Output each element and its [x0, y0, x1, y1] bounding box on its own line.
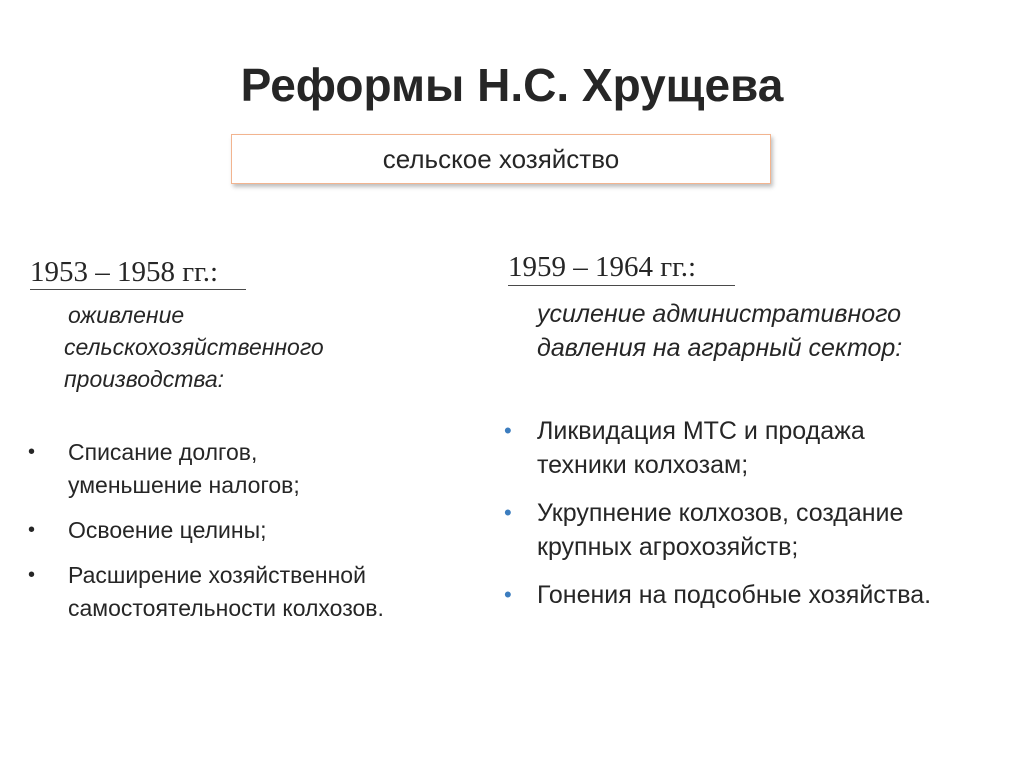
subtitle-box: [231, 134, 771, 184]
list-item-line: крупных агрохозяйств;: [537, 533, 799, 561]
list-item: [504, 496, 931, 564]
list-item: [28, 436, 384, 502]
list-item-line: Укрупнение колхозов, создание: [537, 499, 904, 527]
left-period-heading: 1953 – 1958 гг.:: [30, 256, 219, 288]
bullet-icon: •: [28, 441, 36, 463]
right-bullet-list: [504, 414, 932, 626]
list-item: [28, 514, 384, 547]
right-description-line: усиление административного: [537, 300, 902, 328]
list-item-line: техники колхозам;: [537, 451, 749, 479]
right-description: [537, 297, 902, 365]
left-description-line: сельскохозяйственного: [64, 334, 324, 360]
list-item-line: уменьшение налогов;: [68, 472, 300, 498]
left-bullet-list: [28, 436, 384, 637]
list-item: [28, 559, 384, 625]
left-description-line: оживление: [68, 302, 185, 328]
subtitle-text: сельское хозяйство: [382, 143, 620, 174]
list-item-line: самостоятельности колхозов.: [68, 595, 384, 621]
list-item-line: Ликвидация МТС и продажа: [537, 417, 865, 445]
list-item-line: Расширение хозяйственной: [68, 562, 366, 588]
bullet-icon: •: [28, 564, 36, 586]
right-description-line: давления на аграрный сектор:: [537, 334, 903, 362]
left-description: [64, 299, 324, 395]
left-description-line: производства:: [64, 366, 225, 392]
bullet-icon: •: [504, 418, 512, 443]
bullet-icon: •: [504, 582, 512, 607]
left-period-underline: [30, 289, 246, 290]
list-item-line: Освоение целины;: [68, 517, 267, 543]
list-item: [504, 414, 931, 482]
list-item: [504, 578, 932, 612]
page-title: Реформы Н.С. Хрущева: [240, 59, 784, 111]
right-period-underline: [508, 285, 735, 286]
right-period-heading: 1959 – 1964 гг.:: [508, 251, 697, 283]
list-item-line: Гонения на подсобные хозяйства.: [537, 581, 932, 609]
bullet-icon: •: [504, 500, 512, 525]
bullet-icon: •: [28, 519, 36, 541]
list-item-line: Списание долгов,: [68, 439, 258, 465]
